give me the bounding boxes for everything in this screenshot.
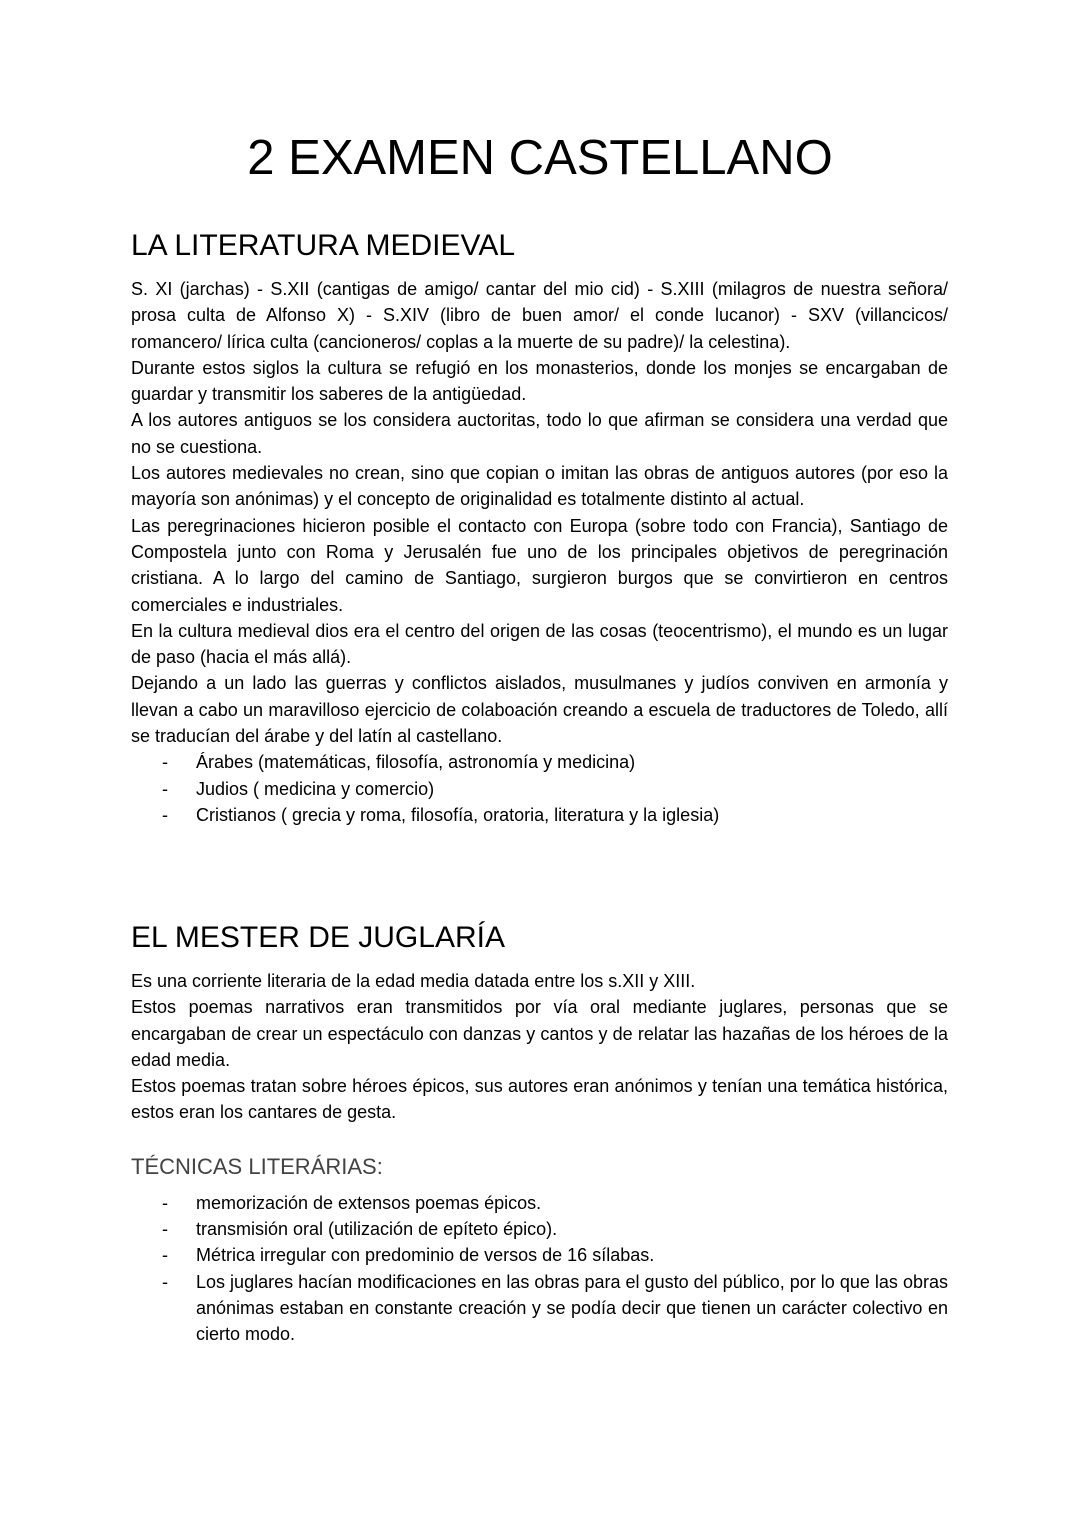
- section-mester-de-juglaria: [131, 918, 948, 1348]
- bullet-list: [131, 749, 948, 828]
- section-heading: EL MESTER DE JUGLARÍA: [131, 921, 505, 954]
- list-item: [131, 776, 948, 802]
- paragraph: S. XI (jarchas) - S.XII (cantigas de amigo/ cantar del mio cid) - S.XIII (milagros de nuestra señora/ prosa culta de Alfonso X) - S.XIV (libro de buen amor/ el conde lucanor) - SXV (villancicos/ romancero/ lírica culta (cancioneros/ coplas a la muerte de su padre)/ la celestina).: [131, 279, 948, 352]
- list-item: [131, 802, 948, 828]
- bullet-dash: -: [162, 1271, 168, 1292]
- subsection-heading: TÉCNICAS LITERÁRIAS:: [131, 1153, 383, 1179]
- list-item-text: Métrica irregular con predominio de versos de 16 sílabas.: [196, 1245, 655, 1266]
- list-item-text: Los juglares hacían modificaciones en las obras para el gusto del público, por lo que las obras anónimas estaban en constante creación y se podía decir que tienen un carácter colectivo en cierto modo.: [196, 1271, 948, 1345]
- bullet-dash: -: [162, 752, 168, 773]
- list-item-text: transmisión oral (utilización de epíteto épico).: [196, 1219, 558, 1240]
- paragraph: En la cultura medieval dios era el centro del origen de las cosas (teocentrismo), el mundo es un lugar de paso (hacia el más allá).: [131, 620, 948, 668]
- paragraph: Estos poemas narrativos eran transmitidos por vía oral mediante juglares, personas que se encargaban de crear un espectáculo con danzas y cantos y de relatar las hazañas de los héroes de la edad media.: [131, 997, 948, 1070]
- bullet-dash: -: [162, 1192, 168, 1213]
- paragraph: Los autores medievales no crean, sino que copian o imitan las obras de antiguos autores (por eso la mayoría son anónimas) y el concepto de originalidad es totalmente distinto al actual.: [131, 463, 948, 510]
- paragraph: Las peregrinaciones hicieron posible el contacto con Europa (sobre todo con Francia), Santiago de Compostela junto con Roma y Jerusalén fue uno de los principales objetivos de peregrinación cristiana. A lo largo del camino de Santiago, surgieron burgos que se convirtieron en centros comerciales e industriales.: [131, 515, 948, 615]
- bullet-dash: -: [162, 778, 168, 799]
- section-literatura-medieval: [131, 226, 948, 828]
- section-heading: LA LITERATURA MEDIEVAL: [131, 229, 516, 262]
- document-title: 2 EXAMEN CASTELLANO: [247, 131, 833, 185]
- list-item: [131, 1216, 948, 1242]
- list-item-text: Árabes (matemáticas, filosofía, astronomía y medicina): [196, 752, 636, 773]
- paragraph: Estos poemas tratan sobre héroes épicos, sus autores eran anónimos y tenían una temática histórica, estos eran los cantares de gesta.: [131, 1076, 948, 1123]
- paragraph: Durante estos siglos la cultura se refugió en los monasterios, donde los monjes se encargaban de guardar y transmitir los saberes de la antigüedad.: [131, 357, 948, 405]
- bullet-dash: -: [162, 804, 168, 825]
- list-item-text: Cristianos ( grecia y roma, filosofía, oratoria, literatura y la iglesia): [196, 804, 720, 825]
- paragraph: A los autores antiguos se los considera auctoritas, todo lo que afirman se considera una verdad que no se cuestiona.: [131, 410, 948, 457]
- bullet-dash: -: [162, 1245, 168, 1266]
- list-item-text: memorización de extensos poemas épicos.: [196, 1192, 542, 1213]
- paragraph: Dejando a un lado las guerras y conflictos aislados, musulmanes y judíos conviven en armonía y llevan a cabo un maravilloso ejercicio de colaboación creando a escuela de traductores de Toledo, allí se traducían del árabe y del latín al castellano.: [131, 673, 948, 747]
- paragraph: Es una corriente literaria de la edad media datada entre los s.XII y XIII.: [131, 971, 696, 991]
- list-item: [131, 1190, 948, 1216]
- bullet-list: [131, 1190, 948, 1348]
- list-item: [131, 1242, 948, 1268]
- list-item: [131, 749, 948, 775]
- list-item-text: Judios ( medicina y comercio): [196, 778, 435, 799]
- bullet-dash: -: [162, 1219, 168, 1240]
- list-item: [131, 1269, 948, 1348]
